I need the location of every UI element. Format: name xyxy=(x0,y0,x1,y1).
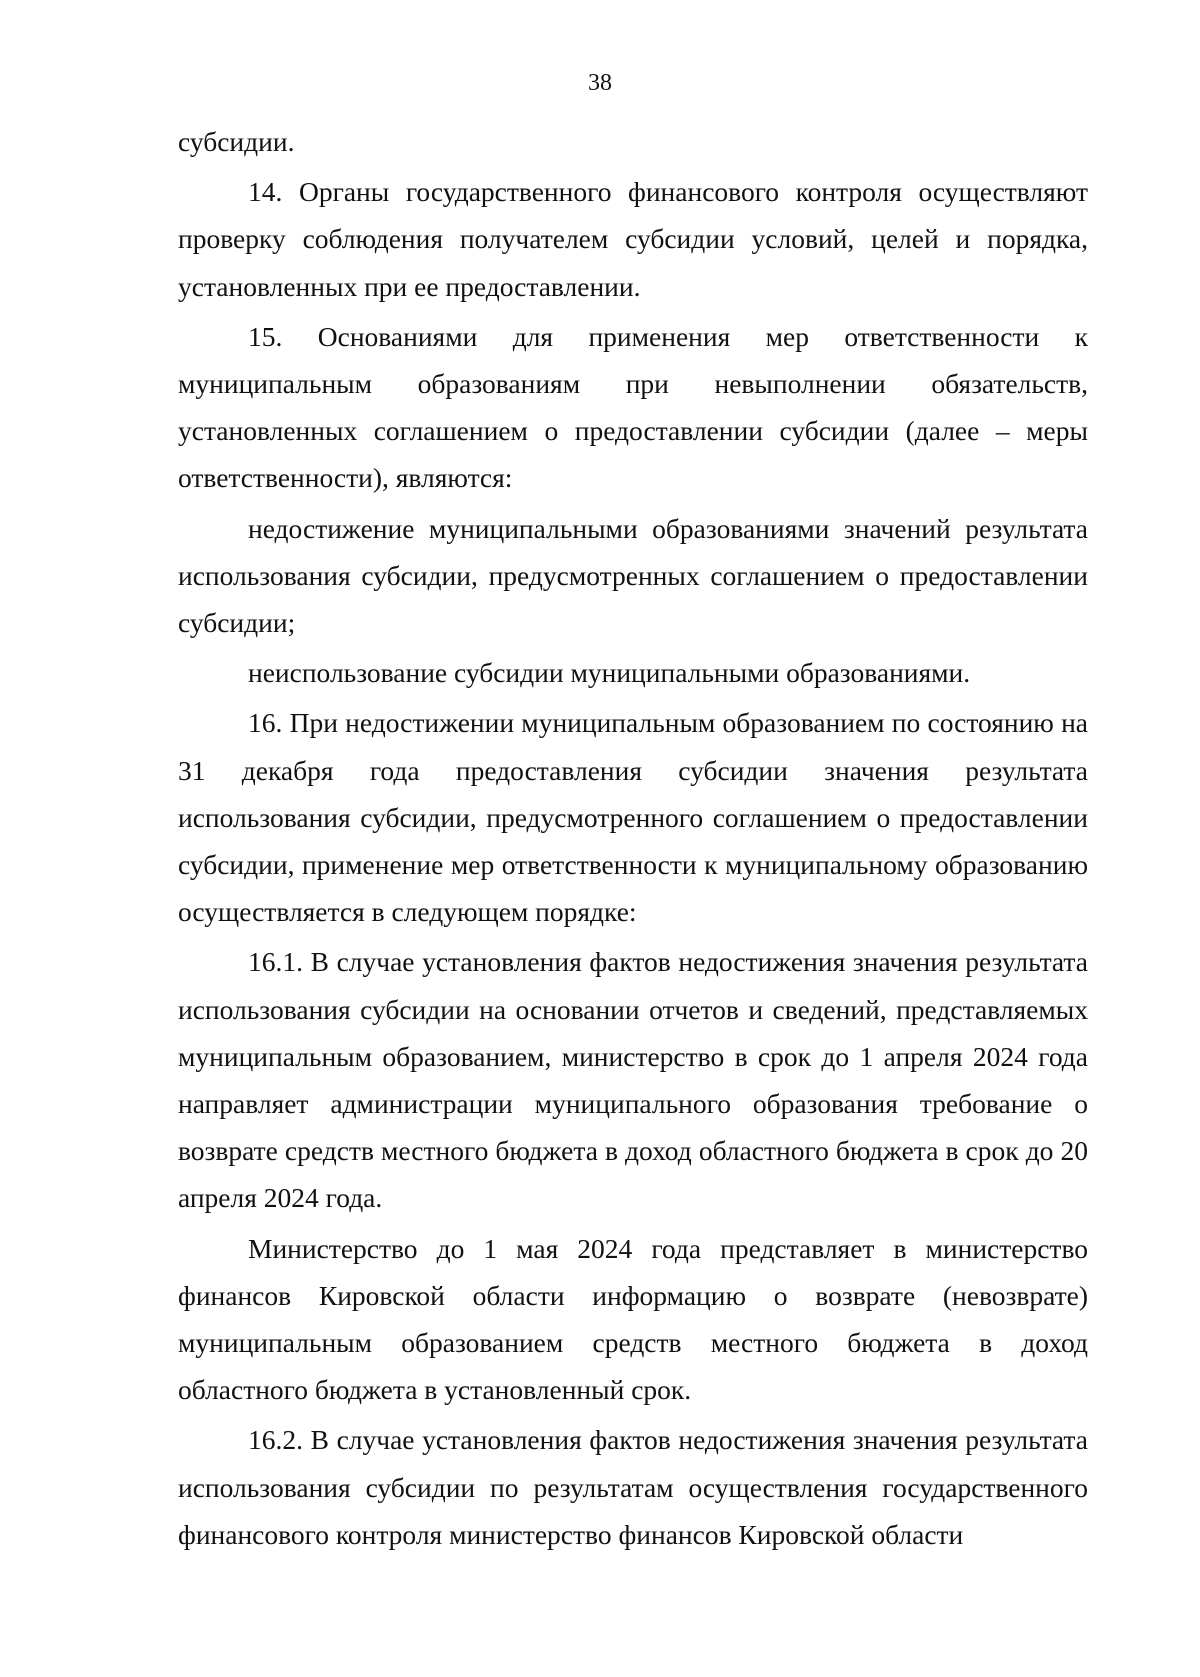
paragraph-15: 15. Основаниями для применения мер ответственности к муниципальным образованиям при невыполнении обязательств, установленных соглашением о предоставлении субсидии (далее – меры ответственности), являются: xyxy=(178,320,1088,494)
paragraph-15-item-1: недостижение муниципальными образованиями значений результата использования субсидии, предусмотренных соглашением о предоставлении субсидии; xyxy=(178,512,1088,639)
paragraph-16-1: 16.1. В случае установления фактов недостижения значения результата использования субсидии на основании отчетов и сведений, представляемых муниципальным образованием, министерство в срок до 1 апреля 2024 года направляет администрации муниципального образования требование о возврате средств местного бюджета в доход областного бюджета в срок до 20 апреля 2024 года. xyxy=(178,946,1088,1214)
paragraph-continuation: субсидии. xyxy=(178,126,295,157)
paragraph-16-2: 16.2. В случае установления фактов недостижения значения результата использования субсидии по результатам осуществления государственного финансового контроля министерство финансов Кировской области xyxy=(178,1424,1088,1550)
page-number: 38 xyxy=(588,70,612,96)
paragraph-16: 16. При недостижении муниципальным образованием по состоянию на 31 декабря года предоставления субсидии значения результата использования субсидии, предусмотренного соглашением о предоставлении субсидии, применение мер ответственности к муниципальному образованию осуществляется в следующем порядке: xyxy=(178,707,1088,928)
document-body xyxy=(178,118,1088,1558)
paragraph-14: 14. Органы государственного финансового контроля осуществляют проверку соблюдения получателем субсидии условий, целей и порядка, установленных при ее предоставлении. xyxy=(178,176,1088,302)
paragraph-15-item-2: неиспользование субсидии муниципальными образованиями. xyxy=(248,657,971,689)
paragraph-16-1-ministry: Министерство до 1 мая 2024 года представляет в министерство финансов Кировской области информацию о возврате (невозврате) муниципальным образованием средств местного бюджета в доход областного бюджета в установленный срок. xyxy=(178,1232,1088,1406)
